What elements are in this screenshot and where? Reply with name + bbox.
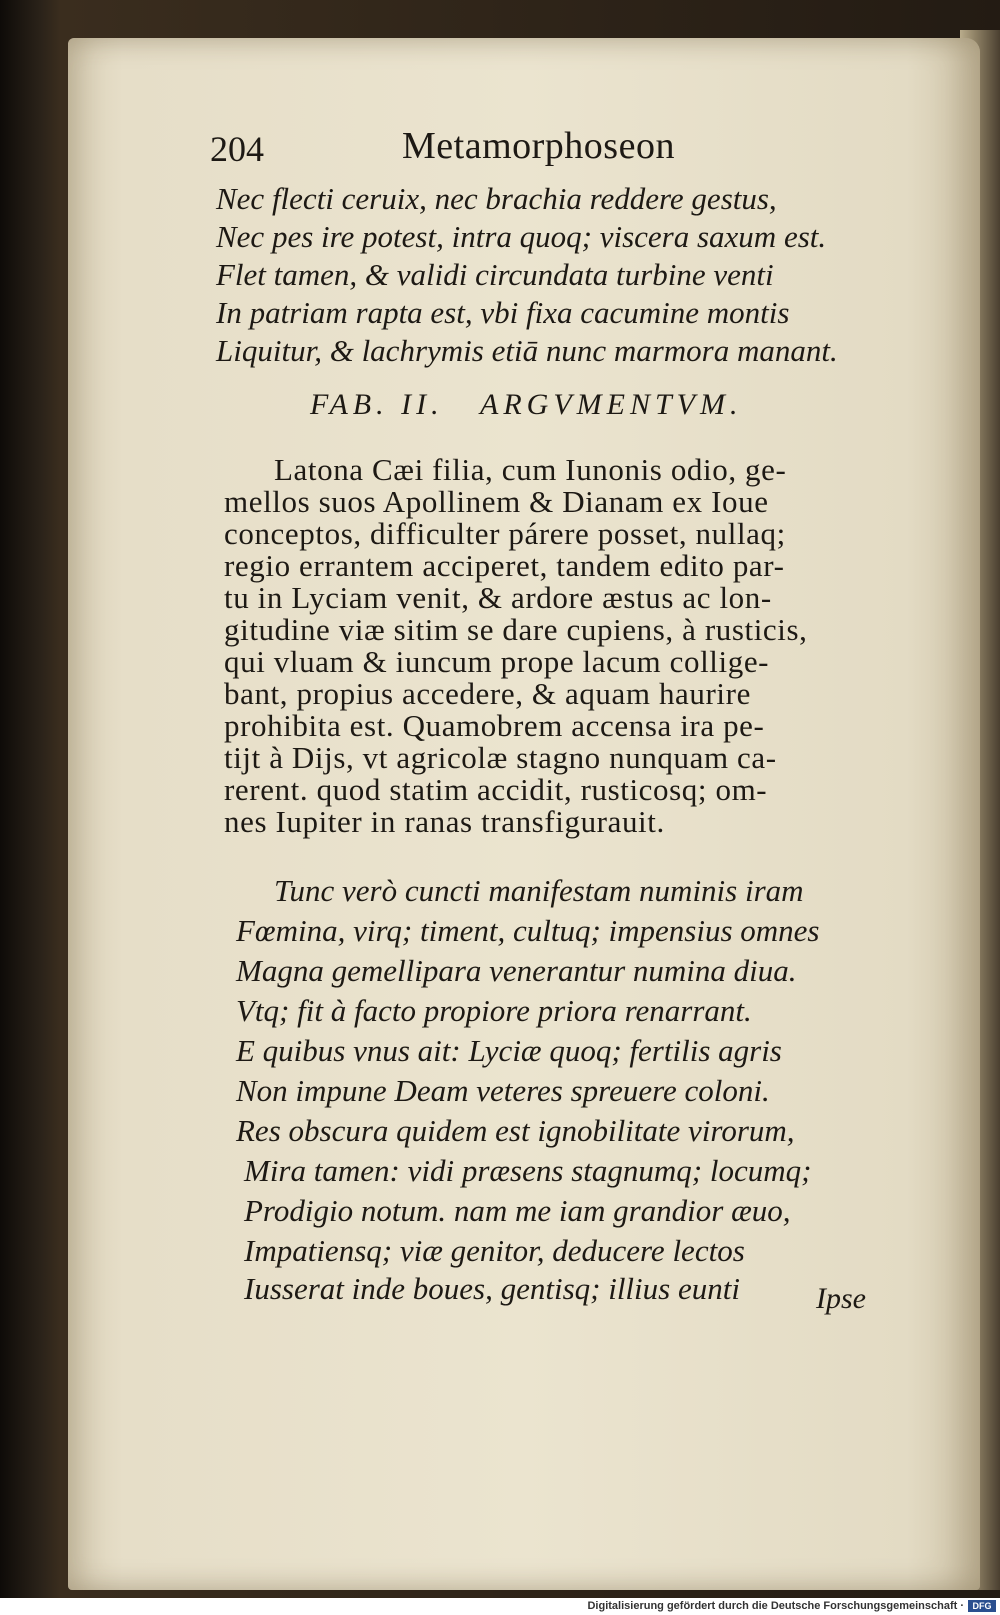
verse-line: Tunc verò cuncti manifestam numinis iram	[274, 873, 804, 908]
page-number: 204	[210, 129, 264, 169]
argument-line: rerent. quod statim accidit, rusticosq; om-	[224, 772, 768, 807]
verse-line: Liquitur, & lachrymis etiā nunc marmora manant.	[216, 333, 838, 368]
verse-line: Res obscura quidem est ignobilitate virorum,	[236, 1113, 795, 1148]
verse-line: In patriam rapta est, vbi fixa cacumine montis	[216, 295, 790, 330]
verse-line: Vtq; fit à facto propiore priora renarrant.	[236, 993, 752, 1028]
argument-line: conceptos, difficulter párere posset, nullaq;	[224, 516, 786, 551]
dfg-logo: DFG	[968, 1600, 996, 1612]
verse-line: Nec flecti ceruix, nec brachia reddere gestus,	[216, 181, 777, 216]
argument-line: tijt à Dijs, vt agricolæ stagno nunquam ca-	[224, 740, 777, 775]
argument-line: qui vluam & iuncum prope lacum collige-	[224, 644, 770, 679]
catchword: Ipse	[816, 1282, 866, 1315]
verse-line: Impatiensq; viæ genitor, deducere lectos	[244, 1233, 745, 1268]
argument-line: Latona Cæi filia, cum Iunonis odio, ge-	[274, 452, 787, 487]
verse-line: E quibus vnus ait: Lyciæ quoq; fertilis agris	[236, 1033, 782, 1068]
argument-line: prohibita est. Quamobrem accensa ira pe-	[224, 708, 765, 743]
verse-line: Prodigio notum. nam me iam grandior æuo,	[244, 1193, 791, 1228]
fable-number-heading: FAB. II.	[310, 388, 444, 421]
verse-line: Non impune Deam veteres spreuere coloni.	[236, 1073, 770, 1108]
argument-heading: ARGVMENTVM.	[480, 388, 743, 421]
argument-line: gitudine viæ sitim se dare cupiens, à rusticis,	[224, 612, 808, 647]
verse-line: Nec pes ire potest, intra quoq; viscera saxum est.	[216, 219, 827, 254]
verse-line: Mira tamen: vidi præsens stagnumq; locumq;	[244, 1153, 812, 1188]
verse-line: Iusserat inde boues, gentisq; illius eunti	[244, 1271, 740, 1306]
digitization-credit: Digitalisierung gefördert durch die Deutsche Forschungsgemeinschaft ·	[587, 1600, 964, 1612]
argument-line: mellos suos Apollinem & Dianam ex Ioue	[224, 484, 769, 519]
argument-line: nes Iupiter in ranas transfigurauit.	[224, 804, 665, 839]
verse-line: Flet tamen, & validi circundata turbine venti	[216, 257, 774, 292]
argument-line: tu in Lyciam venit, & ardore æstus ac lon-	[224, 580, 772, 615]
argument-line: regio errantem acciperet, tandem edito par-	[224, 548, 785, 583]
running-title: Metamorphoseon	[402, 125, 675, 167]
verse-line: Fœmina, virq; timent, cultuq; impensius omnes	[236, 913, 820, 948]
verse-line: Magna gemellipara venerantur numina diua.	[236, 953, 797, 988]
argument-line: bant, propius accedere, & aquam haurire	[224, 676, 751, 711]
